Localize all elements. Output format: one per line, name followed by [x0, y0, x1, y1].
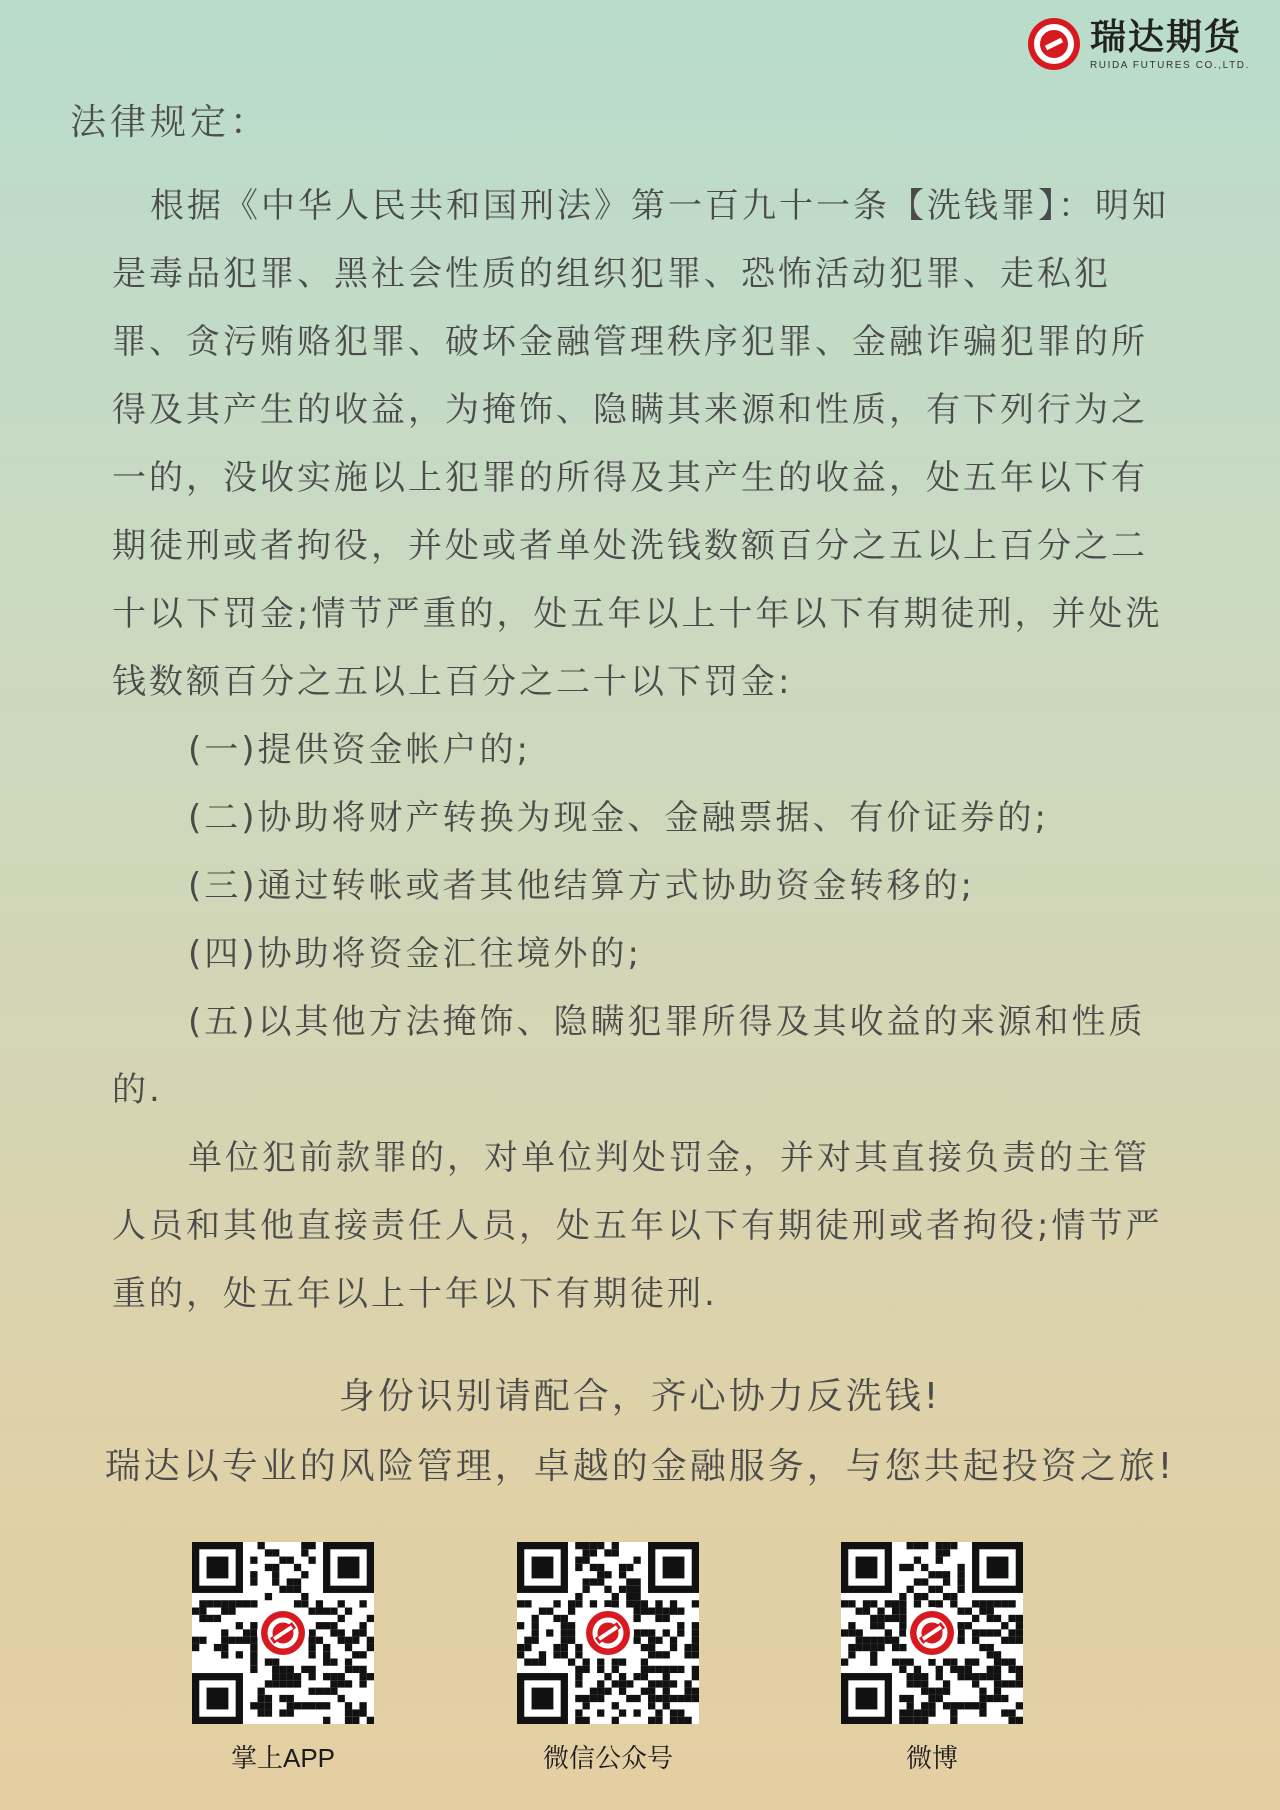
slogans — [0, 1362, 1280, 1502]
section-heading: 法律规定： — [70, 102, 271, 143]
slogan-line: 瑞达以专业的风险管理，卓越的金融服务，与您共起投资之旅! — [104, 1446, 1176, 1487]
brand-logo — [1026, 16, 1250, 72]
list-item: (四)协助将资金汇往境外的; — [188, 934, 642, 974]
ruida-logo-icon — [1026, 16, 1082, 72]
list-item: (二)协助将财产转换为现金、金融票据、有价证券的; — [188, 798, 1049, 838]
qr-weibo[interactable] — [832, 1542, 1032, 1775]
qr-code-icon[interactable] — [192, 1542, 374, 1724]
qr-code-icon[interactable] — [517, 1542, 699, 1724]
qr-label: 掌上APP — [230, 1743, 336, 1773]
qr-app[interactable] — [183, 1542, 383, 1775]
qr-label: 微博 — [905, 1743, 958, 1773]
list-item: (一)提供资金帐户的; — [188, 730, 531, 770]
brand-name-cn: 瑞达期货 — [1089, 16, 1242, 58]
list-item: (五)以其他方法掩饰、隐瞒犯罪所得及其收益的来源和性质的. — [112, 1002, 1146, 1110]
slogan-line: 身份识别请配合，齐心协力反洗钱! — [338, 1376, 942, 1417]
qr-code-row — [0, 1542, 1280, 1782]
closing-paragraph: 单位犯前款罪的，对单位判处罚金，并对其直接负责的主管人员和其他直接责任人员，处五年以下有期徒刑或者拘役;情节严重的，处五年以上十年以下有期徒刑. — [112, 1138, 1163, 1314]
qr-code-icon[interactable] — [841, 1542, 1023, 1724]
list-item: (三)通过转帐或者其他结算方式协助资金转移的; — [188, 866, 975, 906]
qr-wechat[interactable] — [508, 1542, 708, 1775]
law-paragraph: 根据《中华人民共和国刑法》第一百九十一条【洗钱罪】：明知是毒品犯罪、黑社会性质的组织犯罪、恐怖活动犯罪、走私犯罪、贪污贿赂犯罪、破坏金融管理秩序犯罪、金融诈骗犯罪的所得及其产生的收益，为掩饰、隐瞒其来源和性质，有下列行为之一的，没收实施以上犯罪的所得及其产生的收益，处五年以下有期徒刑或者拘役，并处或者单处洗钱数额百分之五以上百分之二十以下罚金;情节严重的，处五年以上十年以下有期徒刑，并处洗钱数额百分之五以上百分之二十以下罚金: — [112, 186, 1169, 702]
qr-label: 微信公众号 — [542, 1743, 673, 1773]
brand-name-en: RUIDA FUTURES CO.,LTD. — [1089, 59, 1250, 71]
law-text — [112, 172, 1172, 1328]
